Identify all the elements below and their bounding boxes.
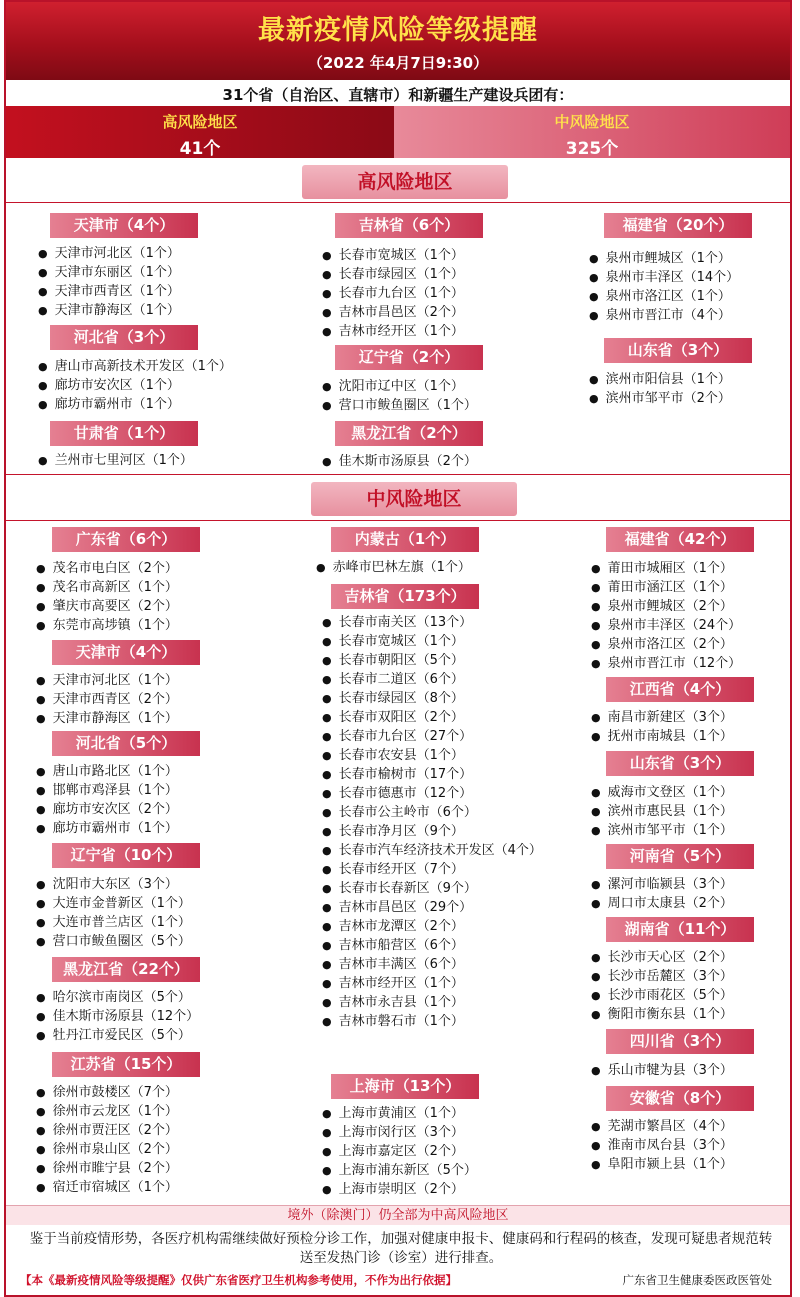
list-item: ● 上海市崇明区（2个） <box>322 1180 477 1199</box>
list-item: ● 徐州市睢宁县（2个） <box>36 1159 178 1178</box>
area-list <box>322 1104 477 1199</box>
province-header: 湖南省（11个） <box>606 917 754 942</box>
area-list <box>591 1117 733 1174</box>
list-item: ● 吉林市船营区（6个） <box>322 936 542 955</box>
list-item: ● 乐山市犍为县（3个） <box>591 1061 733 1080</box>
list-item: ● 吉林市经开区（1个） <box>322 322 464 341</box>
intro-text: 31个省（自治区、直辖市）和新疆生产建设兵团有： <box>222 86 574 104</box>
province-header: 福建省（20个） <box>604 213 752 238</box>
list-item: ● 徐州市云龙区（1个） <box>36 1102 178 1121</box>
province-header: 安徽省（8个） <box>606 1086 754 1111</box>
area-list <box>322 246 464 341</box>
area-list <box>591 559 741 673</box>
list-item: ● 长春市九台区（1个） <box>322 284 464 303</box>
list-item: ● 唐山市高新技术开发区（1个） <box>38 357 232 376</box>
list-item: ● 牡丹江市爱民区（5个） <box>36 1026 199 1045</box>
update-date: （2022 年4月7日9:30） <box>307 54 489 72</box>
province-header: 福建省（42个） <box>606 527 754 552</box>
list-item: ● 上海市闵行区（3个） <box>322 1123 477 1142</box>
list-item: ● 威海市文登区（1个） <box>591 783 733 802</box>
province-header: 甘肃省（1个） <box>50 421 198 446</box>
area-list <box>322 613 542 1031</box>
medical-notice: 鉴于当前疫情形势，各医疗机构需继续做好预检分诊工作，加强对健康申报卡、健康码和行程码的核查，发现可疑患者规范转送至发热门诊（诊室）进行排查。 <box>29 1231 773 1266</box>
list-item: ● 泉州市丰泽区（14个） <box>589 268 739 287</box>
list-item: ● 长春市朝阳区（5个） <box>322 651 542 670</box>
header-banner <box>6 2 790 80</box>
mid-risk-section-title: 中风险地区 <box>311 482 517 516</box>
list-item: ● 茂名市高新区（1个） <box>36 578 178 597</box>
list-item: ● 阜阳市颍上县（1个） <box>591 1155 733 1174</box>
area-list <box>316 558 471 577</box>
area-list <box>36 988 199 1045</box>
list-item: ● 长春市绿园区（8个） <box>322 689 542 708</box>
list-item: ● 徐州市泉山区（2个） <box>36 1140 178 1159</box>
disclaimer: 【本《最新疫情风险等级提醒》仅供广东省医疗卫生机构参考使用，不作为出行依据】 <box>20 1273 457 1287</box>
province-header: 河北省（5个） <box>52 731 200 756</box>
list-item: ● 天津市静海区（1个） <box>36 709 178 728</box>
province-header: 广东省（6个） <box>52 527 200 552</box>
list-item: ● 大连市金普新区（1个） <box>36 894 191 913</box>
high-risk-summary <box>6 106 394 158</box>
province-header: 吉林省（173个） <box>331 584 479 609</box>
list-item: ● 赤峰市巴林左旗（1个） <box>316 558 471 577</box>
province-header: 河南省（5个） <box>606 844 754 869</box>
list-item: ● 长春市二道区（6个） <box>322 670 542 689</box>
abroad-notice: 境外（除澳门）仍全部为中高风险地区 <box>6 1205 790 1225</box>
list-item: ● 芜湖市繁昌区（4个） <box>591 1117 733 1136</box>
area-list <box>36 875 191 951</box>
divider <box>6 474 790 475</box>
list-item: ● 衡阳市衡东县（1个） <box>591 1005 733 1024</box>
list-item: ● 徐州市贾汪区（2个） <box>36 1121 178 1140</box>
list-item: ● 唐山市路北区（1个） <box>36 762 178 781</box>
list-item: ● 莆田市涵江区（1个） <box>591 578 741 597</box>
list-item: ● 吉林市磐石市（1个） <box>322 1012 542 1031</box>
list-item: ● 宿迁市宿城区（1个） <box>36 1178 178 1197</box>
list-item: ● 邯郸市鸡泽县（1个） <box>36 781 178 800</box>
area-list <box>591 875 733 913</box>
list-item: ● 长春市长春新区（9个） <box>322 879 542 898</box>
list-item: ● 沈阳市大东区（3个） <box>36 875 191 894</box>
list-item: ● 营口市鲅鱼圈区（5个） <box>36 932 191 951</box>
list-item: ● 佳木斯市汤原县（12个） <box>36 1007 199 1026</box>
list-item: ● 淮南市凤台县（3个） <box>591 1136 733 1155</box>
area-list <box>322 452 477 471</box>
province-header: 江西省（4个） <box>606 677 754 702</box>
list-item: ● 佳木斯市汤原县（2个） <box>322 452 477 471</box>
list-item: ● 吉林市昌邑区（29个） <box>322 898 542 917</box>
divider <box>6 202 790 203</box>
list-item: ● 抚州市南城县（1个） <box>591 727 733 746</box>
mid-risk-label: 中风险地区 <box>554 113 630 131</box>
list-item: ● 长春市经开区（7个） <box>322 860 542 879</box>
list-item: ● 南昌市新建区（3个） <box>591 708 733 727</box>
list-item: ● 徐州市鼓楼区（7个） <box>36 1083 178 1102</box>
list-item: ● 廊坊市安次区（2个） <box>36 800 178 819</box>
list-item: ● 长春市德惠市（12个） <box>322 784 542 803</box>
high-risk-count: 41个 <box>179 139 221 159</box>
province-header: 天津市（4个） <box>52 640 200 665</box>
list-item: ● 长春市公主岭市（6个） <box>322 803 542 822</box>
province-header: 江苏省（15个） <box>52 1052 200 1077</box>
list-item: ● 营口市鲅鱼圈区（1个） <box>322 396 477 415</box>
list-item: ● 廊坊市安次区（1个） <box>38 376 232 395</box>
area-list <box>38 357 232 414</box>
list-item: ● 吉林市丰满区（6个） <box>322 955 542 974</box>
area-list <box>591 783 733 840</box>
list-item: ● 天津市静海区（1个） <box>38 301 180 320</box>
province-header: 上海市（13个） <box>331 1074 479 1099</box>
area-list <box>38 451 193 470</box>
area-list <box>322 377 477 415</box>
list-item: ● 天津市西青区（2个） <box>36 690 178 709</box>
list-item: ● 吉林市昌邑区（2个） <box>322 303 464 322</box>
area-list <box>591 948 733 1024</box>
list-item: ● 廊坊市霸州市（1个） <box>38 395 232 414</box>
list-item: ● 长春市农安县（1个） <box>322 746 542 765</box>
list-item: ● 天津市河北区（1个） <box>38 244 180 263</box>
risk-summary <box>6 106 790 158</box>
risk-notice-page <box>4 0 792 1297</box>
list-item: ● 长春市九台区（27个） <box>322 727 542 746</box>
mid-risk-count: 325个 <box>565 139 619 159</box>
source-department: 广东省卫生健康委医政医管处 <box>622 1273 772 1287</box>
list-item: ● 泉州市鲤城区（1个） <box>589 249 739 268</box>
list-item: ● 长沙市雨花区（5个） <box>591 986 733 1005</box>
list-item: ● 滨州市惠民县（1个） <box>591 802 733 821</box>
list-item: ● 周口市太康县（2个） <box>591 894 733 913</box>
list-item: ● 莆田市城厢区（1个） <box>591 559 741 578</box>
list-item: ● 滨州市邹平市（1个） <box>591 821 733 840</box>
province-header: 辽宁省（10个） <box>52 843 200 868</box>
list-item: ● 上海市嘉定区（2个） <box>322 1142 477 1161</box>
list-item: ● 滨州市邹平市（2个） <box>589 389 731 408</box>
list-item: ● 长春市宽城区（1个） <box>322 246 464 265</box>
list-item: ● 长春市双阳区（2个） <box>322 708 542 727</box>
province-header: 黑龙江省（2个） <box>335 421 483 446</box>
area-list <box>38 244 180 320</box>
list-item: ● 兰州市七里河区（1个） <box>38 451 193 470</box>
list-item: ● 沈阳市辽中区（1个） <box>322 377 477 396</box>
area-list <box>591 708 733 746</box>
list-item: ● 哈尔滨市南岗区（5个） <box>36 988 199 1007</box>
area-list <box>589 370 731 408</box>
list-item: ● 长春市汽车经济技术开发区（4个） <box>322 841 542 860</box>
province-header: 河北省（3个） <box>50 325 198 350</box>
list-item: ● 泉州市洛江区（1个） <box>589 287 739 306</box>
area-list <box>589 249 739 325</box>
area-list <box>36 559 178 635</box>
list-item: ● 泉州市丰泽区（24个） <box>591 616 741 635</box>
high-risk-label: 高风险地区 <box>162 113 238 131</box>
province-header: 天津市（4个） <box>50 213 198 238</box>
list-item: ● 长春市宽城区（1个） <box>322 632 542 651</box>
area-list <box>36 762 178 838</box>
province-header: 山东省（3个） <box>604 338 752 363</box>
list-item: ● 长春市榆树市（17个） <box>322 765 542 784</box>
list-item: ● 天津市西青区（1个） <box>38 282 180 301</box>
mid-risk-summary <box>394 106 790 158</box>
list-item: ● 长春市净月区（9个） <box>322 822 542 841</box>
divider <box>6 520 790 521</box>
list-item: ● 大连市普兰店区（1个） <box>36 913 191 932</box>
province-header: 山东省（3个） <box>606 751 754 776</box>
page-title: 最新疫情风险等级提醒 <box>258 15 538 46</box>
area-list <box>36 1083 178 1197</box>
list-item: ● 泉州市晋江市（4个） <box>589 306 739 325</box>
list-item: ● 吉林市经开区（1个） <box>322 974 542 993</box>
list-item: ● 廊坊市霸州市（1个） <box>36 819 178 838</box>
province-header: 四川省（3个） <box>606 1029 754 1054</box>
list-item: ● 吉林市永吉县（1个） <box>322 993 542 1012</box>
list-item: ● 泉州市鲤城区（2个） <box>591 597 741 616</box>
list-item: ● 上海市浦东新区（5个） <box>322 1161 477 1180</box>
high-risk-section-title: 高风险地区 <box>302 165 508 199</box>
list-item: ● 滨州市阳信县（1个） <box>589 370 731 389</box>
list-item: ● 天津市河北区（1个） <box>36 671 178 690</box>
list-item: ● 肇庆市高要区（2个） <box>36 597 178 616</box>
list-item: ● 长春市南关区（13个） <box>322 613 542 632</box>
area-list <box>36 671 178 728</box>
list-item: ● 长春市绿园区（1个） <box>322 265 464 284</box>
list-item: ● 上海市黄浦区（1个） <box>322 1104 477 1123</box>
list-item: ● 茂名市电白区（2个） <box>36 559 178 578</box>
list-item: ● 泉州市晋江市（12个） <box>591 654 741 673</box>
list-item: ● 泉州市洛江区（2个） <box>591 635 741 654</box>
province-header: 辽宁省（2个） <box>335 345 483 370</box>
list-item: ● 漯河市临颍县（3个） <box>591 875 733 894</box>
area-list <box>591 1061 733 1080</box>
list-item: ● 长沙市岳麓区（3个） <box>591 967 733 986</box>
list-item: ● 天津市东丽区（1个） <box>38 263 180 282</box>
province-header: 内蒙古（1个） <box>331 527 479 552</box>
province-header: 吉林省（6个） <box>335 213 483 238</box>
province-header: 黑龙江省（22个） <box>52 957 200 982</box>
list-item: ● 东莞市高埗镇（1个） <box>36 616 178 635</box>
list-item: ● 长沙市天心区（2个） <box>591 948 733 967</box>
list-item: ● 吉林市龙潭区（2个） <box>322 917 542 936</box>
